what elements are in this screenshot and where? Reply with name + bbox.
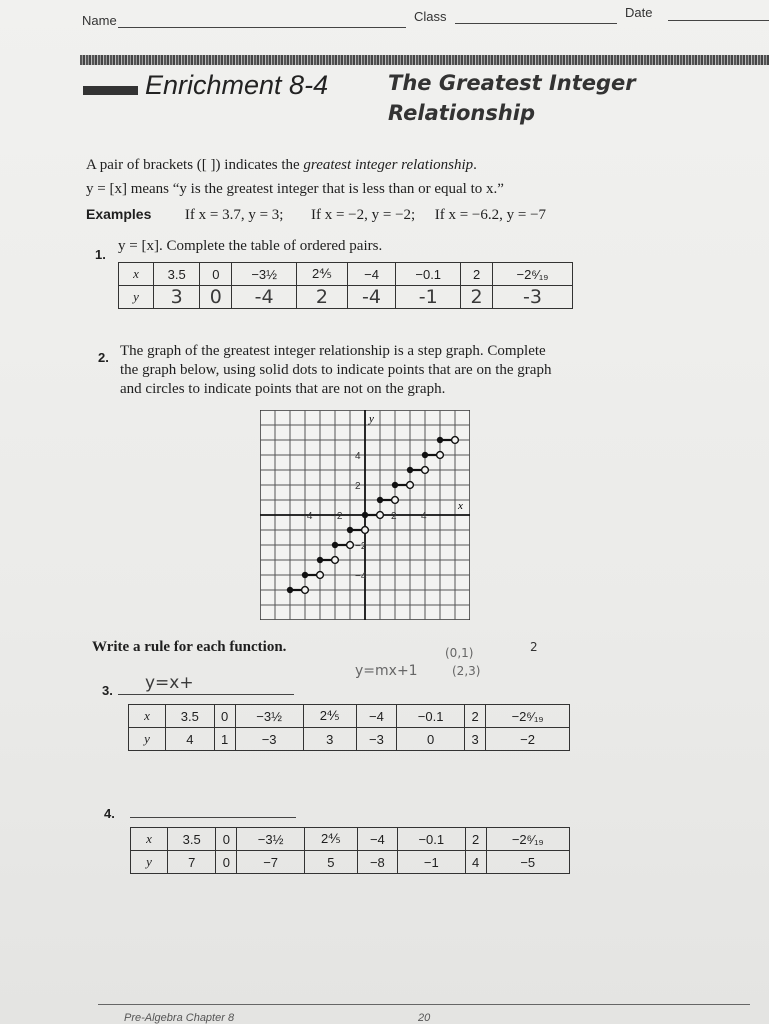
topic-title-line2: Relationship	[388, 101, 536, 125]
x-cell: 3.5	[168, 828, 216, 851]
x-cell: −3½	[235, 705, 303, 728]
x-cell: −0.1	[396, 263, 461, 286]
q3-number: 3.	[102, 683, 113, 698]
name-line	[118, 27, 406, 28]
date-label: Date	[625, 5, 653, 20]
x-tick-label: 4	[421, 511, 427, 522]
x-cell: 2	[465, 828, 486, 851]
handwritten-note: y=mx+1	[355, 663, 418, 679]
solid-dot	[287, 587, 293, 593]
x-tick-label: −4	[301, 511, 313, 522]
q1-y-row	[119, 286, 573, 309]
open-circle	[407, 482, 414, 489]
x-cell: 2⅘	[297, 263, 348, 286]
intro-line2: y = [x] means “y is the greatest integer that is less than or equal to x.”	[86, 181, 504, 197]
open-circle	[392, 497, 399, 504]
x-cell: −2⁶⁄₁₉	[492, 263, 572, 286]
name-label: Name	[82, 13, 117, 28]
q4-y-row	[131, 851, 570, 874]
x-cell: −3½	[232, 263, 297, 286]
x-cell: −0.1	[397, 828, 465, 851]
q3-table	[128, 704, 570, 751]
handwritten-point-1: (0,1)	[445, 646, 474, 660]
example-2: If x = −2, y = −2;	[310, 207, 416, 223]
q2-text-line2: the graph below, using solid dots to indicate points that are on the graph	[120, 362, 552, 378]
y-cell: −2	[486, 728, 570, 751]
open-circle	[377, 512, 384, 519]
examples-label: Examples	[86, 206, 152, 222]
x-cell: −3½	[237, 828, 305, 851]
x-axis-label: x	[458, 500, 463, 512]
example-1: If x = 3.7, y = 3;	[184, 207, 284, 223]
q1-text: y = [x]. Complete the table of ordered pairs.	[118, 238, 383, 254]
y-cell-handwritten[interactable]: -4	[347, 286, 396, 309]
y-cell: 0	[216, 851, 237, 874]
y-cell: −1	[397, 851, 465, 874]
date-line	[668, 20, 769, 21]
q2-text-line3: and circles to indicate points that are not on the graph.	[120, 381, 446, 397]
open-circle	[332, 557, 339, 564]
x-header: x	[129, 705, 166, 728]
q3-answer-line	[118, 694, 294, 695]
solid-dot	[437, 437, 443, 443]
q3-answer: y=x+	[145, 673, 194, 693]
q3-y-row	[129, 728, 570, 751]
y-cell-handwritten[interactable]: -3	[492, 286, 572, 309]
example-3: If x = −6.2, y = −7	[434, 207, 547, 223]
q4-table	[130, 827, 570, 874]
open-circle	[347, 542, 354, 549]
q2-text-line1: The graph of the greatest integer relationship is a step graph. Complete	[120, 343, 546, 359]
x-cell: 2	[465, 705, 486, 728]
footer-book: Pre-Algebra Chapter 8	[124, 1012, 235, 1024]
solid-dot	[392, 482, 398, 488]
solid-dot	[407, 467, 413, 473]
open-circle	[452, 437, 459, 444]
y-header: y	[129, 728, 166, 751]
footer-page: 20	[418, 1012, 431, 1024]
x-tick-label: 2	[391, 511, 397, 522]
q4-number: 4.	[104, 806, 115, 821]
solid-dot	[332, 542, 338, 548]
q1-number: 1.	[95, 247, 106, 262]
open-circle	[302, 587, 309, 594]
y-cell-handwritten[interactable]: 2	[461, 286, 493, 309]
x-cell: 3.5	[154, 263, 200, 286]
y-cell: −8	[357, 851, 397, 874]
y-cell: −5	[486, 851, 569, 874]
x-cell: −4	[347, 263, 396, 286]
y-cell-handwritten[interactable]: 0	[200, 286, 232, 309]
y-cell: 4	[465, 851, 486, 874]
y-tick-label: −2	[355, 541, 367, 552]
y-cell: 5	[304, 851, 357, 874]
y-cell: −3	[235, 728, 303, 751]
y-axis-label: y	[369, 413, 374, 425]
x-cell: −4	[357, 828, 397, 851]
y-header: y	[131, 851, 168, 874]
handwritten-point-2: (2,3)	[452, 664, 481, 678]
x-cell: 2	[461, 263, 493, 286]
y-cell: 4	[166, 728, 215, 751]
y-tick-label: 4	[355, 451, 361, 462]
x-header: x	[131, 828, 168, 851]
y-cell: 3	[303, 728, 356, 751]
class-label: Class	[414, 9, 447, 24]
y-cell: 7	[168, 851, 216, 874]
x-cell: −2⁶⁄₁₉	[486, 828, 569, 851]
examples-line	[86, 206, 546, 224]
x-cell: −2⁶⁄₁₉	[486, 705, 570, 728]
y-cell: −7	[237, 851, 305, 874]
y-tick-label: −4	[355, 571, 367, 582]
y-cell-handwritten[interactable]: -1	[396, 286, 461, 309]
open-circle	[422, 467, 429, 474]
solid-dot	[422, 452, 428, 458]
y-tick-label: 2	[355, 481, 361, 492]
class-line	[455, 23, 617, 24]
solid-dot	[317, 557, 323, 563]
handwritten-number: 2	[530, 640, 538, 654]
y-cell-handwritten[interactable]: 3	[154, 286, 200, 309]
x-cell: 3.5	[166, 705, 215, 728]
q4-x-row	[131, 828, 570, 851]
q2-number: 2.	[98, 350, 109, 365]
y-cell: 1	[214, 728, 235, 751]
intro-line1: A pair of brackets ([ ]) indicates the greatest integer relationship.	[86, 157, 477, 173]
footer-line	[98, 1004, 750, 1005]
solid-dot	[377, 497, 383, 503]
y-cell-handwritten[interactable]: -4	[232, 286, 297, 309]
x-cell: 0	[200, 263, 232, 286]
q4-answer-line	[130, 817, 296, 818]
x-cell: −0.1	[397, 705, 465, 728]
x-cell: −4	[356, 705, 396, 728]
x-cell: 0	[214, 705, 235, 728]
x-cell: 2⅘	[303, 705, 356, 728]
x-header: x	[119, 263, 154, 286]
solid-dot	[302, 572, 308, 578]
step-graph	[260, 410, 470, 620]
x-tick-label: −2	[331, 511, 343, 522]
y-cell: 3	[465, 728, 486, 751]
title-marker	[83, 86, 138, 95]
q3-x-row	[129, 705, 570, 728]
q1-x-row	[119, 263, 573, 286]
solid-dot	[347, 527, 353, 533]
solid-dot	[362, 512, 368, 518]
y-cell-handwritten[interactable]: 2	[297, 286, 348, 309]
y-cell: −3	[356, 728, 396, 751]
x-cell: 2⅘	[304, 828, 357, 851]
y-cell: 0	[397, 728, 465, 751]
open-circle	[437, 452, 444, 459]
open-circle	[362, 527, 369, 534]
y-header: y	[119, 286, 154, 309]
lesson-title: Enrichment 8-4	[145, 70, 329, 100]
rule-section-title: Write a rule for each function.	[92, 639, 287, 655]
title-bar	[80, 55, 769, 65]
topic-title-line1: The Greatest Integer	[388, 71, 636, 95]
open-circle	[317, 572, 324, 579]
q1-table	[118, 262, 573, 309]
x-cell: 0	[216, 828, 237, 851]
